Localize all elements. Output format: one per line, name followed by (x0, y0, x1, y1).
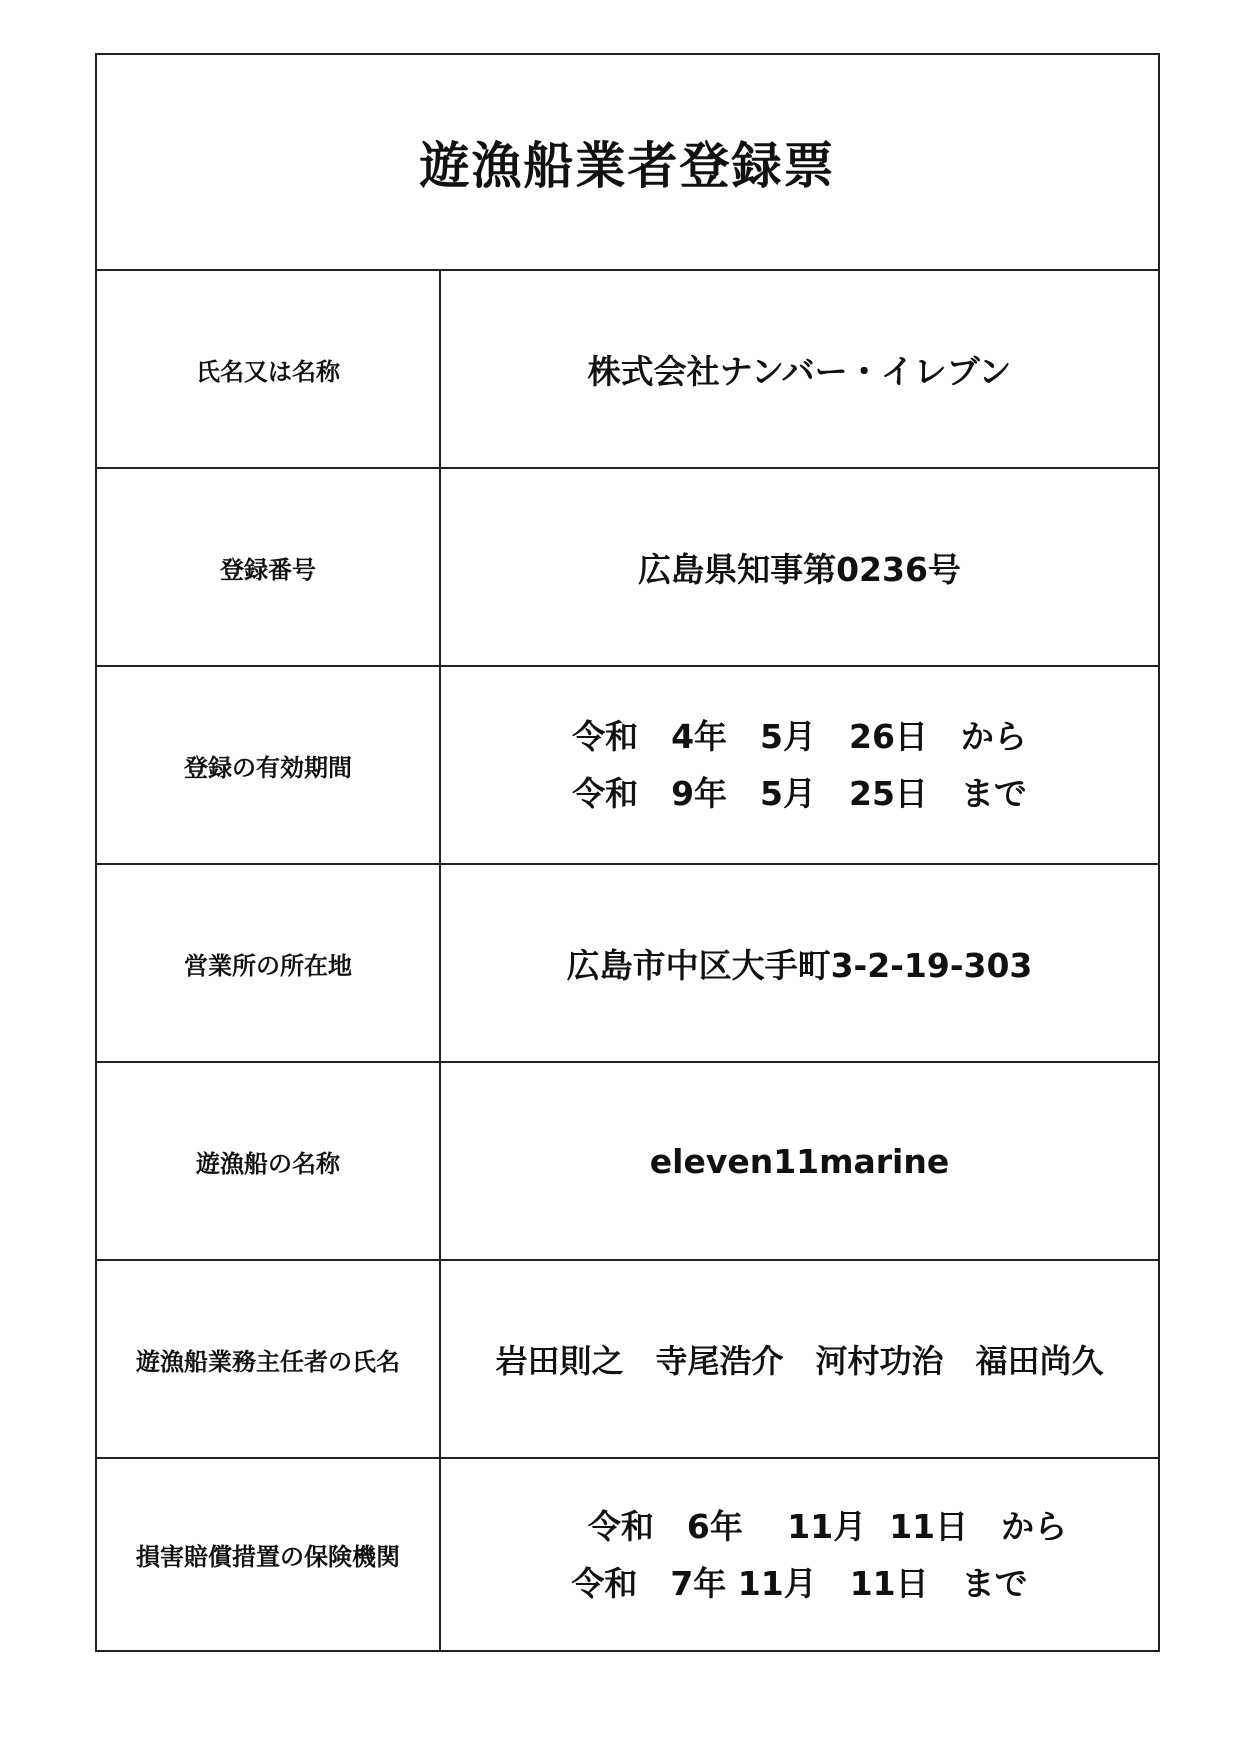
insurance-label: 損害賠償措置の保険機関 (136, 1543, 400, 1571)
value-cell (441, 1063, 1158, 1259)
row-validity-period (97, 667, 1158, 865)
name-label: 氏名又は名称 (196, 357, 340, 386)
value-cell (441, 271, 1158, 467)
registration-form (95, 53, 1160, 1652)
title-row (97, 55, 1158, 271)
value-cell (441, 865, 1158, 1061)
value-cell (441, 667, 1158, 863)
document-title: 遊漁船業者登録票 (419, 137, 836, 195)
row-registration-number (97, 469, 1158, 667)
office-address-value: 広島市中区大手町3-2-19-303 (566, 945, 1033, 985)
label-cell (97, 865, 441, 1061)
vessel-name-label: 遊漁船の名称 (196, 1149, 340, 1178)
row-chief-operators (97, 1261, 1158, 1459)
value-cell (441, 469, 1158, 665)
registration-number-label: 登録番号 (220, 555, 316, 584)
office-address-label: 営業所の所在地 (184, 951, 352, 980)
vessel-name-value: eleven11marine (649, 1141, 950, 1181)
value-cell (441, 1459, 1158, 1650)
row-name (97, 271, 1158, 469)
label-cell (97, 469, 441, 665)
registration-number-value: 広島県知事第0236号 (638, 549, 961, 589)
chief-operators-value: 岩田則之 寺尾浩介 河村功治 福田尚久 (495, 1342, 1104, 1380)
chief-operators-label: 遊漁船業務主任者の氏名 (136, 1347, 400, 1376)
name-value: 株式会社ナンバー・イレブン (587, 351, 1012, 391)
row-vessel-name (97, 1063, 1158, 1261)
row-office-address (97, 865, 1158, 1063)
label-cell (97, 1459, 441, 1650)
value-cell (441, 1261, 1158, 1457)
label-cell (97, 667, 441, 863)
insurance-period-end: 令和 7年 11月 11日 まで (571, 1563, 1028, 1603)
validity-period-label: 登録の有効期間 (184, 753, 352, 782)
validity-period-start: 令和 4年 5月 26日 から (572, 717, 1027, 756)
label-cell (97, 271, 441, 467)
validity-period-end: 令和 9年 5月 25日 まで (572, 774, 1027, 813)
row-insurance (97, 1459, 1158, 1650)
label-cell (97, 1261, 441, 1457)
insurance-period-start: 令和 6年 11月 11日 から (587, 1506, 1068, 1546)
label-cell (97, 1063, 441, 1259)
